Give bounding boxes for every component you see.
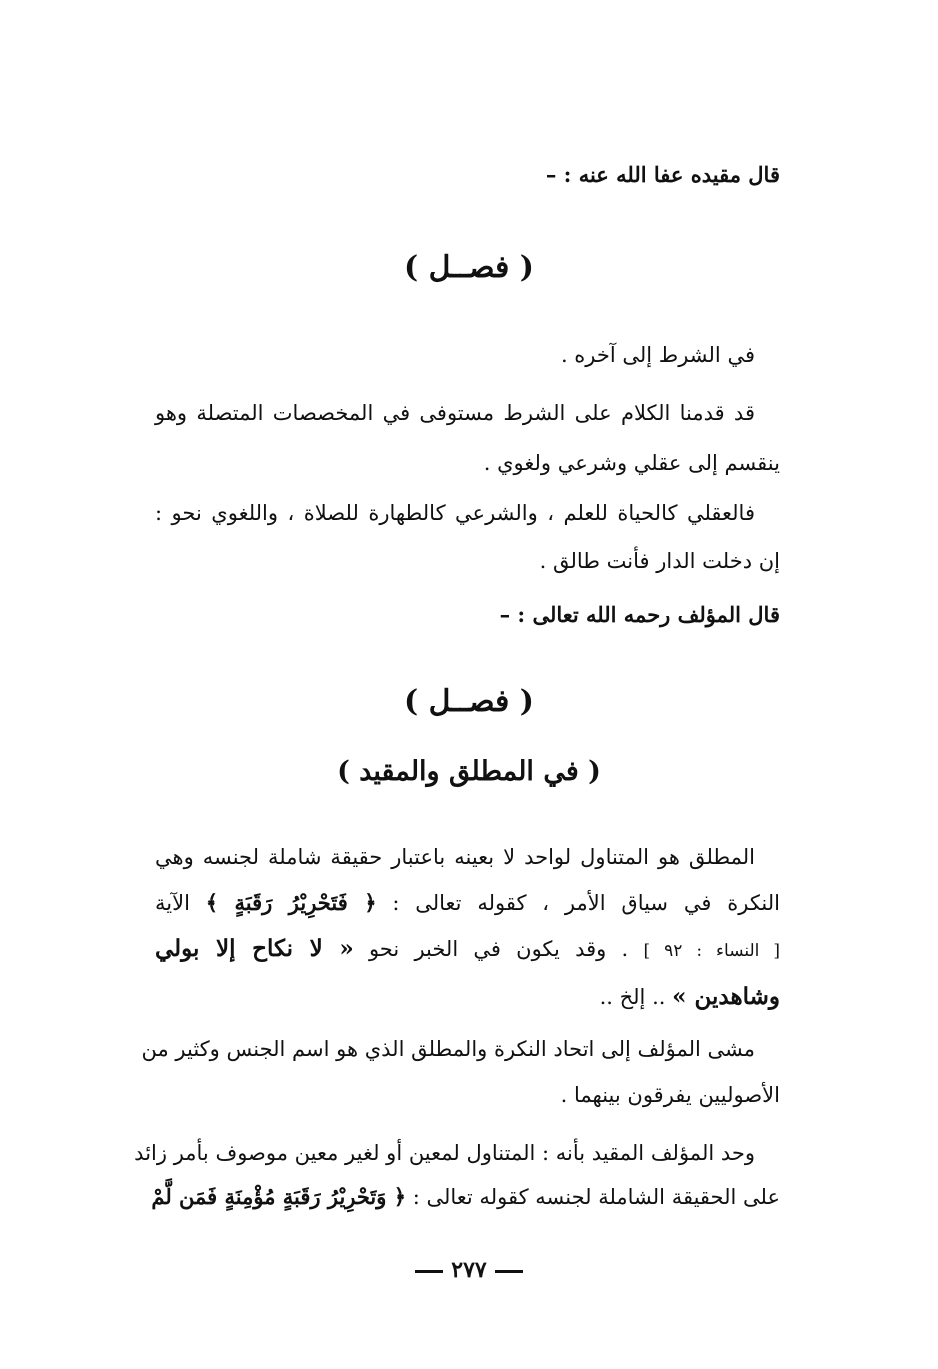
- attribution-line: قال مقيده عفا الله عنه : –: [545, 162, 780, 187]
- paragraph-line: قد قدمنا الكلام على الشرط مستوفى في المخصصات المتصلة وهو: [155, 401, 755, 425]
- paragraph-line: فالعقلي كالحياة للعلم ، والشرعي كالطهارة للصلاة ، واللغوي نحو :: [155, 501, 755, 525]
- paragraph-line: [155, 982, 780, 1012]
- section-heading: ( فصــل ): [404, 684, 534, 719]
- paragraph-line: وحد المؤلف المقيد بأنه : المتناول لمعين أو لغير معين موصوف بأمر زائد: [134, 1141, 755, 1165]
- paragraph-line: إن دخلت الدار فأنت طالق .: [539, 549, 780, 573]
- dash-left: [415, 1270, 443, 1273]
- page-number: [0, 1257, 938, 1283]
- paragraph-line: الأصوليين يفرقون بينهما .: [560, 1083, 780, 1107]
- section-heading: ( فصــل ): [404, 250, 534, 285]
- hadith-quote: « لا نكاح إلا بولي: [155, 935, 354, 962]
- text-run: النكرة في سياق الأمر ، كقوله تعالى :: [392, 891, 780, 915]
- section-subheading: ( في المطلق والمقيد ): [337, 756, 601, 787]
- paragraph-line: المطلق هو المتناول لواحد لا بعينه باعتبار حقيقة شاملة لجنسه وهي: [155, 845, 755, 869]
- text-run: الآية: [155, 891, 190, 915]
- paragraph-line: [155, 934, 780, 966]
- paragraph-line: [155, 888, 780, 918]
- attribution-line: قال المؤلف رحمه الله تعالى : –: [499, 602, 780, 627]
- citation: [ النساء : ٩٢ ]: [643, 941, 780, 961]
- quran-quote: ﴿ وَتَحْرِيْرُ رَقَبَةٍ مُؤْمِنَةٍ فَمَن لَّمْ: [151, 1184, 407, 1209]
- section-subtitle: في الشرط إلى آخره .: [560, 343, 755, 367]
- dash-right: [495, 1270, 523, 1273]
- page-number-value: ٢٧٧: [451, 1257, 487, 1283]
- hadith-quote: وشاهدين »: [672, 983, 780, 1010]
- quran-quote: ﴿ فَتَحْرِيْرُ رَقَبَةٍ ﴾: [205, 890, 377, 915]
- paragraph-line: [151, 1182, 780, 1212]
- paragraph-line: ينقسم إلى عقلي وشرعي ولغوي .: [483, 451, 780, 475]
- text-run: .. إلخ ..: [599, 985, 666, 1009]
- paragraph-line: مشى المؤلف إلى اتحاد النكرة والمطلق الذي هو اسم الجنس وكثير من: [141, 1037, 755, 1061]
- text-run: . وقد يكون في الخبر نحو: [368, 937, 629, 961]
- text-run: على الحقيقة الشاملة لجنسه كقوله تعالى :: [412, 1185, 780, 1209]
